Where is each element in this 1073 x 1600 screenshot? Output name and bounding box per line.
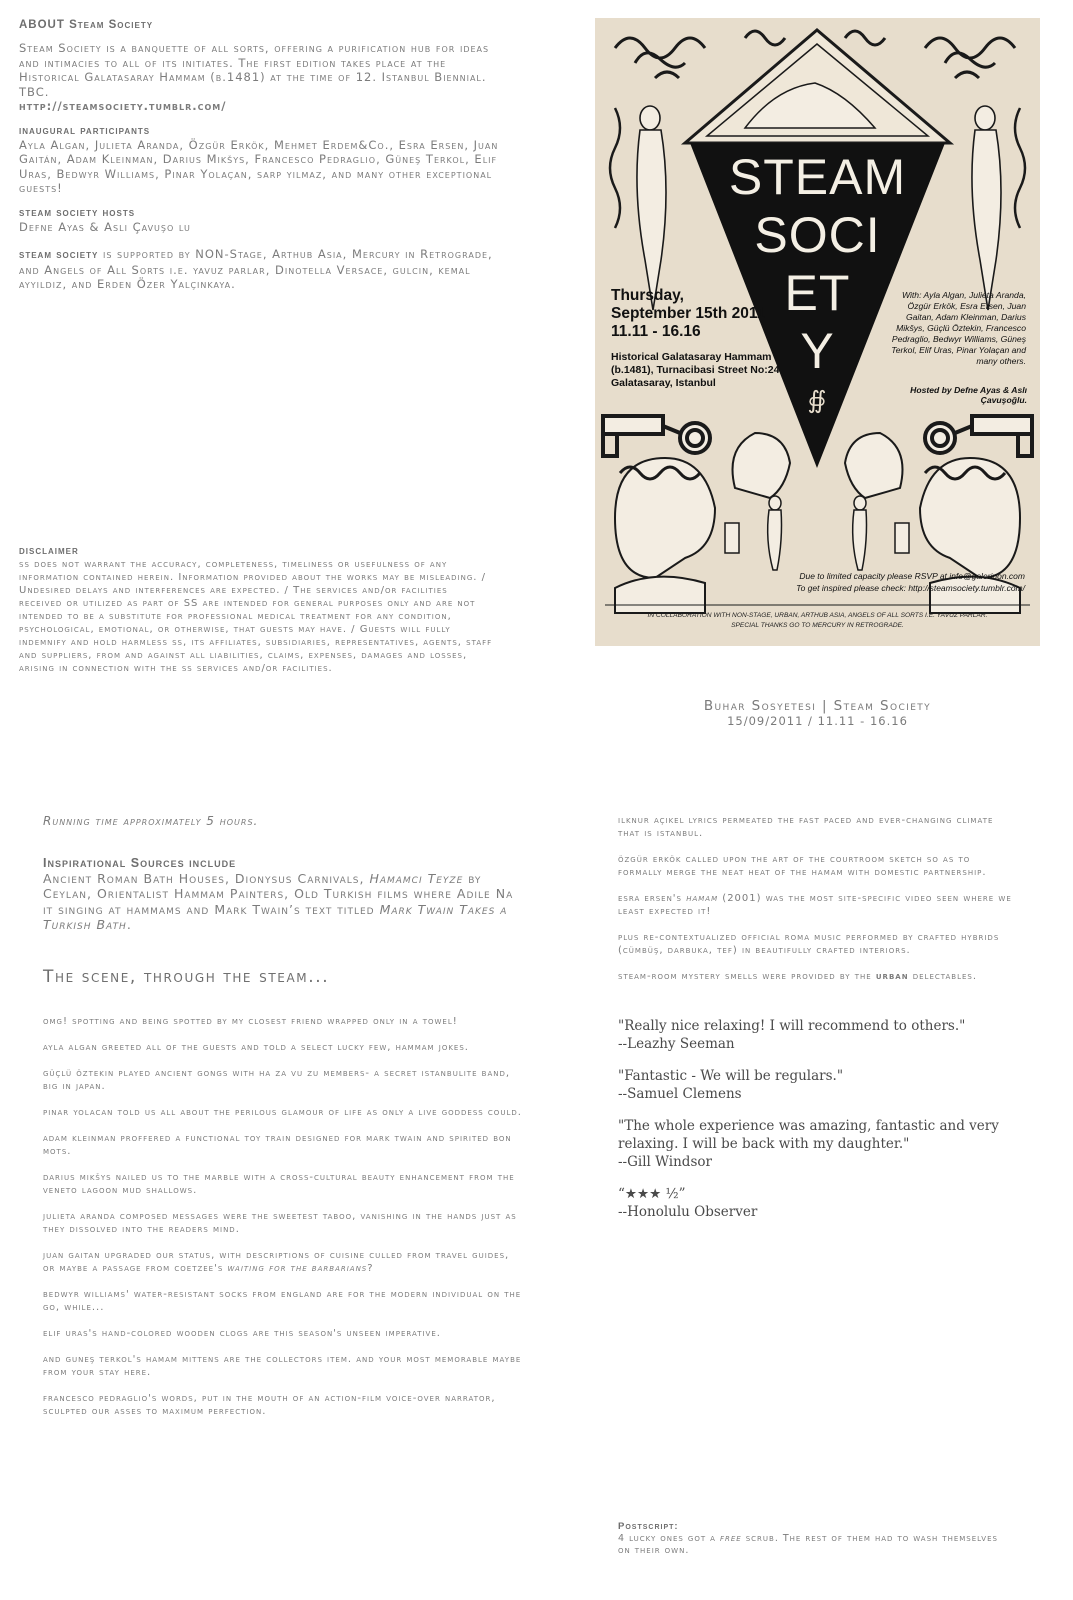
poster-title-line: STEAM — [728, 149, 907, 205]
list-item — [43, 1249, 523, 1275]
support-text — [19, 247, 499, 292]
poster-title-line: Y — [800, 323, 835, 379]
esra-text-b: (2001) was the most site-specific video seen where we least expected it! — [618, 893, 1012, 917]
postscript-italic: free — [719, 1533, 742, 1544]
list-item: darius mikšys nailed us to the marble with a cross-cultural beauty enhancement from the veneto lagoon mud shallows. — [43, 1171, 515, 1196]
poster-date-day: Thursday, — [611, 287, 684, 304]
caption-title: Buhar Sosyetesi | Steam Society — [703, 698, 932, 714]
list-item: julieta aranda composed messages were the sweetest taboo, vanishing in the hands just as they dissolved into the readers mind. — [43, 1210, 517, 1235]
poster-title-line: ET — [784, 265, 851, 321]
poster-inspired: To get inspired please check: http://steamsociety.tumblr.com/ — [796, 583, 1025, 593]
list-item: pinar yolacan told us all about the perilous glamour of life as only a live goddess could. — [43, 1106, 522, 1118]
participants-title: inaugural participants — [19, 124, 151, 137]
review — [618, 1067, 1018, 1103]
juan-text-a: juan gaitan upgraded our status, with descriptions of cuisine culled from travel guides, or maybe a passage from coetzee's — [43, 1249, 510, 1274]
poster-title-line: SOCI — [754, 207, 881, 263]
about-section — [19, 19, 499, 292]
esra-italic: hamam — [686, 893, 719, 904]
review-quote: "Really nice relaxing! I will recommend to others." — [618, 1018, 966, 1034]
sources-title: Inspirational Sources include — [43, 855, 237, 870]
about-title: ABOUT Steam Society — [19, 19, 154, 31]
poster-date-block — [611, 287, 791, 390]
disclaimer-text: ss does not warrant the accuracy, completeness, timeliness or usefulness of any information contained herein. Information provided about the works may be misleading. / Undesired delays and interferences are expected. / The services and/or facilities received or utilized as part of SS are intended for general purposes only and are not intended to be a substitute for professional medical treatment for any condition, psychological, emotional, or otherwise, that guests may have. / Guests will fully indemnify and hold harmless ss, its affiliates, subsidiaries, representatives, agents, staff and suppliers, from and against all liabilities, claims, expenses, damages and losses, arising in connection with the ss services and/or facilities. — [19, 559, 493, 674]
review — [618, 1117, 1018, 1171]
review-author: --Gill Windsor — [618, 1154, 712, 1170]
caption-date: 15/09/2011 / 11.11 - 16.16 — [727, 714, 908, 728]
review-author: --Leazhy Seeman — [618, 1036, 735, 1052]
list-item: adam kleinman proffered a functional toy train designed for mark twain and spirited bon mots. — [43, 1132, 512, 1157]
participants-text: Ayla Algan, Julieta Aranda, Özgür Erkök, Mehmet Erdem&Co., Esra Ersen, Juan Gaitán, Adam Kleinman, Darius Mikšys, Francesco Pedraglio, Güneş Terkol, Elif Uras, Bedwyr Williams, Pinar Yolaçan, sarp yilmaz, and many other exceptional guests! — [19, 137, 499, 195]
sources-italic-b: Mark Twain Takes a Turkish Bath — [43, 901, 508, 932]
juan-italic: waiting for the barbarians — [227, 1262, 368, 1274]
bottom-right-column — [618, 814, 1018, 1235]
steam-text-c: delectables. — [908, 971, 978, 982]
review-quote: "Fantastic - We will be regulars." — [618, 1068, 844, 1084]
steam-bold: urban — [875, 971, 909, 982]
poster-time: 11.11 - 16.16 — [611, 323, 701, 340]
poster-date: September 15th 2011 — [611, 305, 766, 322]
postscript-text-a: 4 lucky ones got a — [618, 1533, 720, 1544]
juan-text-b: ? — [367, 1262, 374, 1274]
postscript — [618, 1521, 998, 1557]
review-quote: “★★★ ½” — [618, 1186, 686, 1202]
list-item: ilknur açikel lyrics permeated the fast paced and ever-changing climate that is istanbul. — [618, 815, 994, 839]
list-item: bedwyr williams' water-resistant socks from england are for the modern individual on the go, while... — [43, 1288, 522, 1313]
sources-italic-a: Hamamci Teyze — [369, 870, 464, 886]
postscript-title: Postscript: — [618, 1521, 679, 1532]
poster-caption — [595, 698, 1040, 728]
list-item: elif uras's hand-colored wooden clogs are this season's unseen imperative. — [43, 1327, 441, 1339]
poster-rsvp: Due to limited capacity please RSVP at info@galerinon.com — [799, 571, 1025, 581]
esra-text-a: esra ersen's — [618, 893, 687, 904]
scene-list — [43, 1015, 523, 1418]
disclaimer-section — [19, 545, 494, 675]
poster-with-text: With: Ayla Algan, Julieta Aranda, Özgür Erkök, Esra Ersen, Juan Gaitan, Adam Kleinman, Darius Mikšys, Güçlü Öztekin, Francesco Pedraglio, Bedwyr Williams, Güneş Terkol, Elif Uras, Pinar Yolaçan and many others. — [891, 290, 1026, 366]
about-url[interactable]: http://steamsociety.tumblr.com/ — [19, 99, 227, 113]
hosts-title: steam society hosts — [19, 206, 136, 219]
poster-collaboration: IN COLLABORATION WITH NON-STAGE, URBAN, ARTHUB ASIA, ANGELS OF ALL SORTS I.E. YAVUZ PARLAR. — [647, 612, 988, 619]
review — [618, 1017, 1018, 1053]
postscript-text-b: scrub. The rest of them had to wash themselves on their own. — [618, 1533, 998, 1556]
review — [618, 1185, 1018, 1221]
list-item — [618, 970, 1018, 983]
list-item: ayla algan greeted all of the guests and told a select lucky few, hammam jokes. — [43, 1041, 469, 1053]
support-body: is supported by NON-Stage, Arthub Asia, Mercury in Retrograde, and Angels of All Sorts i.e. yavuz parlar, Dinotella Versace, gulcin, kemal ayyildiz, and Erden Özer Yalçinkaya. — [19, 247, 493, 291]
sources-text-b: by Ceylan, Orientalist Hammam Painters, Old Turkish films where Adile Na it singing at hammams and Mark Twain’s text titled — [43, 870, 514, 917]
sources-text-c: . — [126, 917, 132, 932]
poster-hosted-by: Hosted by Defne Ayas & Aslı Çavuşoğlu. — [910, 385, 1027, 405]
event-poster — [595, 18, 1040, 646]
disclaimer-title: disclaimer — [19, 545, 79, 557]
list-item: özgür erkök called upon the art of the courtroom sketch so as to formally merge the neat heat of the hamam with domestic partnership. — [618, 854, 987, 878]
poster-venue-3: Galatasaray, Istanbul — [611, 377, 716, 389]
reviews — [618, 1017, 1018, 1221]
review-quote: "The whole experience was amazing, fantastic and very relaxing. I will be back with my daughter." — [618, 1118, 999, 1152]
society-symbol-icon: ∯ — [807, 386, 827, 414]
poster-venue-2: (b.1481), Turnacibasi Street No:24 — [611, 364, 780, 376]
list-item: francesco pedraglio's words, put in the mouth of an action-film voice-over narrator, sculpted our asses to maximum perfection. — [43, 1392, 496, 1417]
sources-text — [43, 871, 523, 933]
support-lead: steam society — [19, 249, 99, 261]
list-item: güçlü öztekin played ancient gongs with ha za vu zu members- a secret istanbulite band, big in japan. — [43, 1067, 511, 1092]
review-author: --Honolulu Observer — [618, 1204, 758, 1220]
running-time: Running time approximately 5 hours. — [43, 814, 259, 828]
about-text: Steam Society is a banquette of all sorts, offering a purification hub for ideas and intimacies to all of its initiates. The first edition takes place at the Historical Galatasaray Hammam (b.1481) at the time of 12. Istanbul Biennial. TBC. — [19, 41, 490, 99]
list-item: plus re-contextualized official roma music performed by crafted hybrids (cümbüş, darbuka, tef) in beautifully crafted interiors. — [618, 932, 1000, 956]
list-item: omg! spotting and being spotted by my closest friend wrapped only in a towel! — [43, 1015, 458, 1027]
bottom-left-column — [43, 814, 523, 1431]
review-author: --Samuel Clemens — [618, 1086, 742, 1102]
list-item: and guneş terkol's hamam mittens are the collectors item. and your most memorable maybe from your stay here. — [43, 1353, 522, 1378]
poster-thanks: SPECIAL THANKS GO TO MERCURY IN RETROGRADE. — [731, 622, 904, 629]
poster-venue-1: Historical Galatasaray Hammam — [611, 351, 772, 363]
hosts-text: Defne Ayas & Asli Çavuşo lu — [19, 219, 191, 234]
list-item — [618, 892, 1018, 918]
scene-heading: The scene, through the steam... — [43, 966, 330, 987]
steam-text-a: steam-room mystery smells were provided by the — [618, 971, 876, 982]
postscript-text — [618, 1533, 998, 1557]
sources-text-a: Ancient Roman Bath Houses, Dionysus Carnivals, — [43, 870, 370, 886]
